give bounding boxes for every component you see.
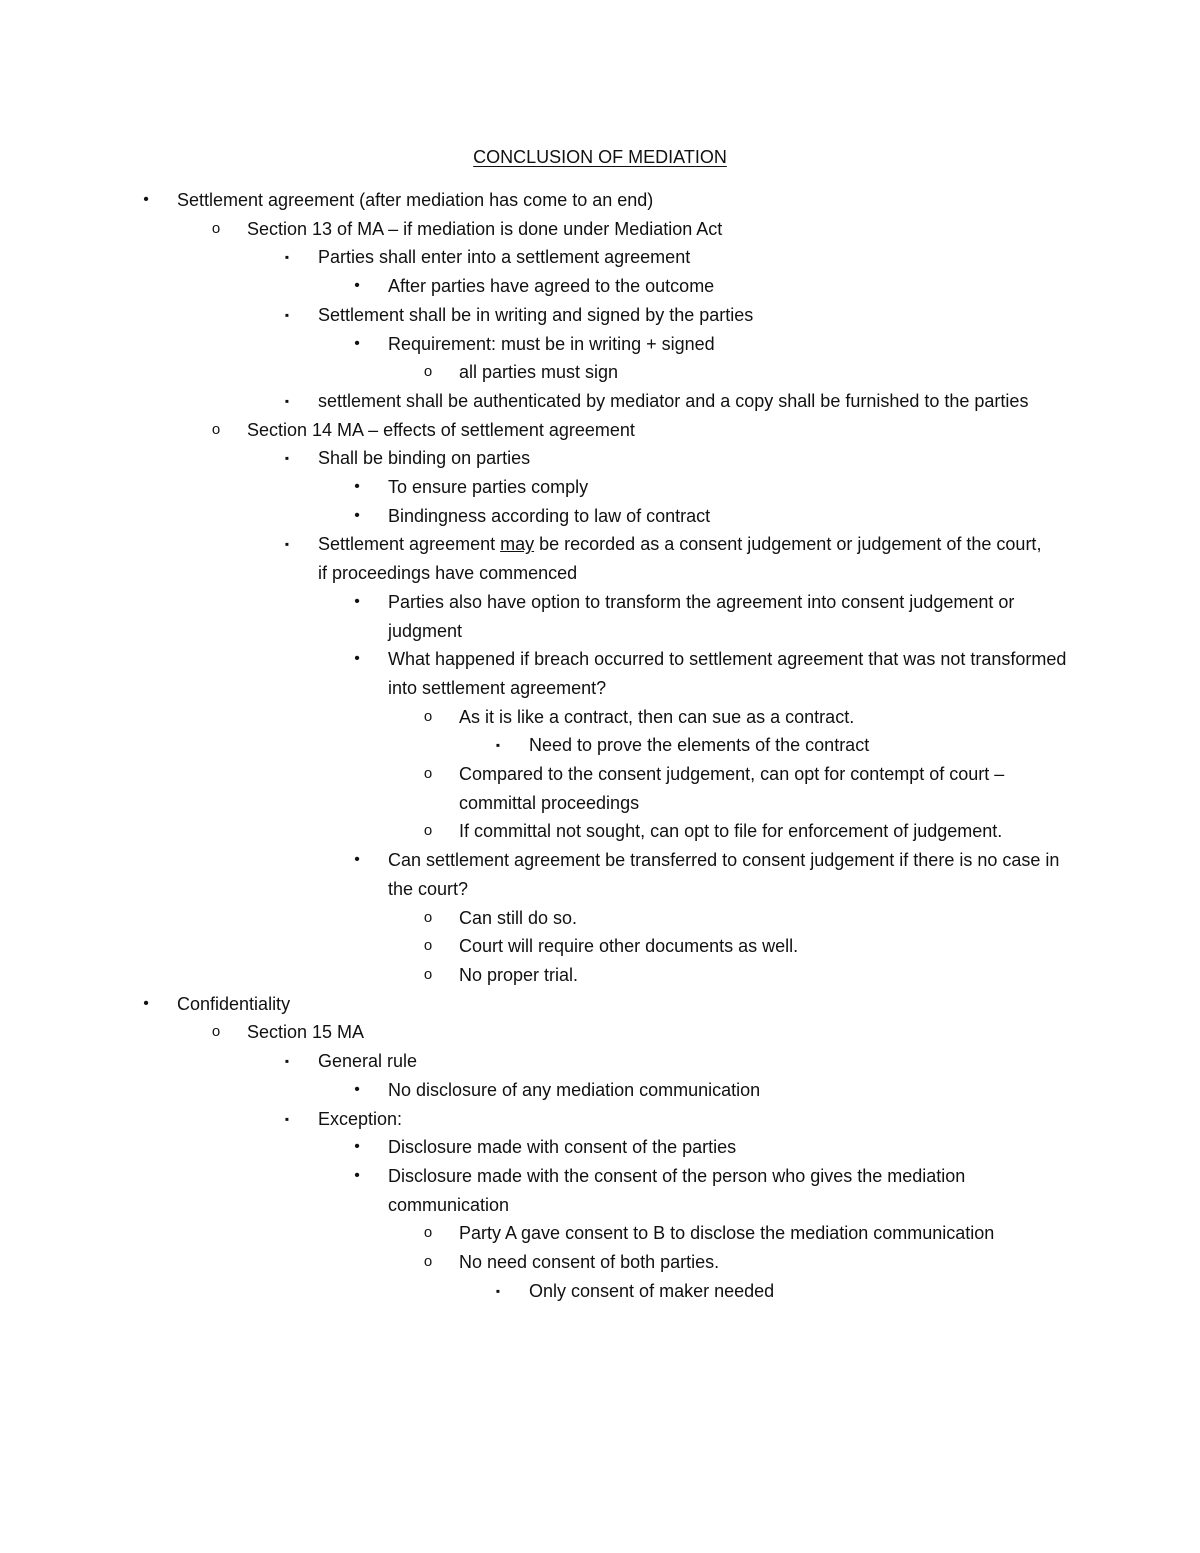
list-item	[0, 760, 1069, 817]
bullet-icon: •	[143, 191, 149, 208]
bullet-icon: •	[354, 1166, 360, 1184]
bullet-icon: •	[354, 478, 360, 496]
square-bullet-icon: ▪	[284, 307, 290, 322]
list-item	[0, 387, 1053, 416]
circle-bullet-icon: o	[211, 1023, 221, 1041]
bullet-icon: •	[143, 994, 149, 1012]
list-item	[0, 817, 1069, 846]
outline-list	[0, 186, 1200, 1305]
list-item-text: settlement shall be authenticated by mediator and a copy shall be furnished to the parties	[318, 390, 1029, 411]
list-item	[0, 416, 1077, 445]
list-item	[0, 444, 1053, 473]
list-item	[0, 186, 1077, 215]
list-item-text: As it is like a contract, then can sue as a contract.	[459, 706, 855, 727]
bullet-icon: •	[354, 277, 360, 295]
list-item-text: Can settlement agreement be transferred to consent judgement if there is no case in the court?	[388, 850, 1060, 899]
bullet-icon: •	[354, 1138, 360, 1156]
list-item-text: No need consent of both parties.	[459, 1252, 720, 1273]
list-item	[0, 731, 1069, 760]
list-item-text: Parties shall enter into a settlement agreement	[318, 247, 691, 268]
list-item	[0, 473, 1068, 502]
list-item	[0, 358, 1069, 387]
list-item-text: Settlement shall be in writing and signed by the parties	[318, 304, 754, 325]
list-item-text: all parties must sign	[459, 362, 619, 383]
square-bullet-icon: ▪	[495, 738, 501, 753]
list-item-text: No proper trial.	[459, 964, 579, 985]
bullet-icon: •	[354, 334, 360, 352]
list-item	[0, 645, 1068, 702]
document-title: CONCLUSION OF MEDIATION	[473, 147, 727, 167]
list-item	[0, 846, 1068, 903]
list-item-text: What happened if breach occurred to settlement agreement that was not transformed into settlement agreement?	[388, 649, 1067, 698]
list-item	[0, 1076, 1068, 1105]
list-item-text: If committal not sought, can opt to file for enforcement of judgement.	[459, 821, 1003, 842]
list-item	[0, 1047, 1053, 1076]
list-item-text: Settlement agreement (after mediation has come to an end)	[177, 190, 654, 210]
list-item	[0, 1133, 1068, 1162]
list-item-text: No disclosure of any mediation communication	[388, 1079, 761, 1100]
square-bullet-icon: ▪	[284, 250, 290, 265]
circle-bullet-icon: o	[423, 937, 433, 955]
square-bullet-icon: ▪	[284, 393, 290, 408]
bullet-icon: •	[354, 1080, 360, 1098]
list-item-text: Section 14 MA – effects of settlement agreement	[247, 419, 635, 440]
list-item-text: After parties have agreed to the outcome	[388, 276, 715, 297]
list-item	[0, 330, 1068, 359]
list-item-text-part: Settlement agreement	[318, 534, 501, 555]
list-item-text: Party A gave consent to B to disclose the mediation communication	[459, 1223, 995, 1244]
square-bullet-icon: ▪	[284, 1054, 290, 1069]
circle-bullet-icon: o	[211, 219, 221, 237]
circle-bullet-icon: o	[423, 1224, 433, 1242]
bullet-icon: •	[354, 650, 360, 668]
list-item-text: Disclosure made with the consent of the person who gives the mediation communication	[388, 1165, 966, 1215]
list-item	[0, 1018, 1077, 1047]
list-item-text: Section 13 of MA – if mediation is done under Mediation Act	[247, 218, 723, 239]
list-item	[0, 301, 1053, 330]
square-bullet-icon: ▪	[495, 1283, 501, 1298]
square-bullet-icon: ▪	[284, 1111, 290, 1126]
list-item	[0, 1219, 1069, 1248]
list-item-text: Can still do so.	[459, 907, 578, 928]
circle-bullet-icon: o	[423, 707, 433, 725]
bullet-icon: •	[354, 851, 360, 869]
list-item-text: Exception:	[318, 1108, 403, 1129]
circle-bullet-icon: o	[423, 822, 433, 840]
list-item	[0, 990, 1077, 1019]
list-item-text: Compared to the consent judgement, can opt for contempt of court – committal proceedings	[459, 764, 1005, 813]
circle-bullet-icon: o	[423, 765, 433, 783]
list-item-text: Disclosure made with consent of the parties	[388, 1137, 737, 1158]
circle-bullet-icon: o	[211, 420, 221, 438]
circle-bullet-icon: o	[423, 965, 433, 983]
circle-bullet-icon: o	[423, 363, 433, 381]
list-item-text	[318, 534, 1041, 583]
list-item-text: Only consent of maker needed	[529, 1280, 775, 1301]
list-item-text: Court will require other documents as well.	[459, 936, 799, 957]
list-item	[0, 215, 1077, 244]
list-item	[0, 272, 1068, 301]
list-item	[0, 1277, 1069, 1306]
list-item	[0, 588, 1068, 645]
list-item-text: Need to prove the elements of the contract	[529, 735, 870, 756]
list-item	[0, 1162, 1068, 1219]
bullet-icon: •	[354, 592, 360, 610]
bullet-icon: •	[354, 506, 360, 524]
list-item	[0, 703, 1069, 732]
circle-bullet-icon: o	[423, 908, 433, 926]
list-item-text-part: be recorded as a consent judgement or judgement of the court, if proceedings have commenced	[318, 534, 1042, 584]
list-item-text: Section 15 MA	[247, 1022, 365, 1043]
list-item	[0, 1105, 1053, 1134]
square-bullet-icon: ▪	[284, 537, 290, 552]
square-bullet-icon: ▪	[284, 451, 290, 466]
list-item	[0, 961, 1069, 990]
list-item	[0, 530, 1053, 587]
list-item-text: Parties also have option to transform the agreement into consent judgement or judgment	[388, 591, 1015, 641]
list-item-text: To ensure parties comply	[388, 477, 589, 498]
list-item	[0, 904, 1069, 933]
list-item-text: Bindingness according to law of contract	[388, 505, 711, 526]
list-item-text: Shall be binding on parties	[318, 448, 531, 469]
list-item-text: Requirement: must be in writing + signed	[388, 333, 715, 354]
list-item-text: Confidentiality	[177, 993, 291, 1014]
list-item	[0, 1248, 1069, 1277]
underlined-word: may	[500, 534, 535, 555]
circle-bullet-icon: o	[423, 1253, 433, 1271]
list-item	[0, 502, 1068, 531]
list-item	[0, 932, 1069, 961]
list-item-text: General rule	[318, 1051, 418, 1072]
list-item	[0, 243, 1053, 272]
